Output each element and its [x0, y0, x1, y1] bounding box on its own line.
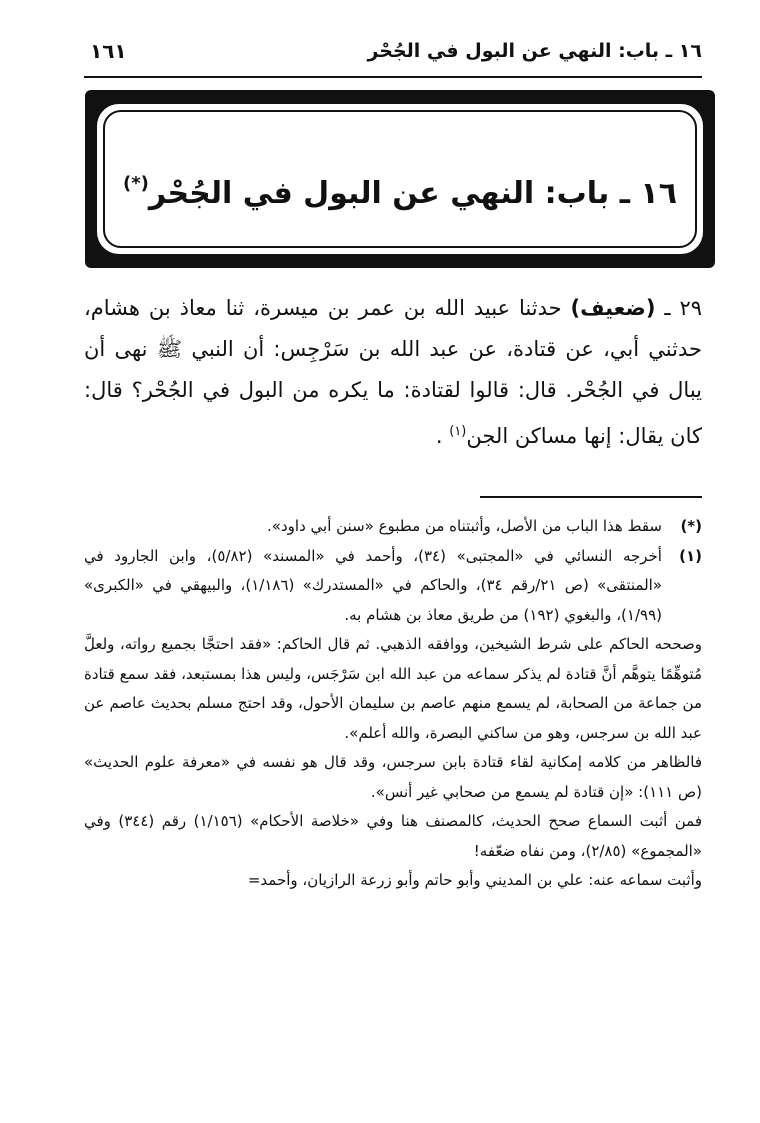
hadith-number: ٢٩ ـ: [664, 296, 702, 320]
footnote-paragraph: فالظاهر من كلامه إمكانية لقاء قتادة بابن سرجس، وقد قال هو نفسه في «معرفة علوم الحديث» (ص ١١١): «إن قتادة لم يسمع من صحابي غير أنس».: [84, 753, 702, 801]
footnotes: [84, 512, 702, 896]
footnote-paragraph: وصححه الحاكم على شرط الشيخين، ووافقه الذهبي. ثم قال الحاكم: «فقد احتجَّا بجميع رواته، ولعلَّ مُتوهِّمًا يتوهَّم أنَّ قتادة لم يذكر سماعه من عبد الله ابن سَرْجَس، وليس هذا بمستبعد، فقد سمع قتادة من جماعة من الصحابة، لم يسمع منهم عاصم بن سليمان الأحول، وقد احتج مسلم بحديث عاصم عن عبد الله بن سرجس، وهو من ساكني البصرة، والله أعلم».: [84, 635, 702, 742]
footnote-paragraph: وأثبت سماعه عنه: علي بن المديني وأبو حاتم وأبو زرعة الرازيان، وأحمد=: [247, 871, 702, 889]
hadith-body: حدثنا عبيد الله بن عمر بن ميسرة، ثنا معاذ بن هشام، حدثني أبي، عن قتادة، عن عبد الله بن سَرْجِس: أن النبي ﷺ نهى أن يبال في الجُحْر. قال: قالوا لقتادة: ما يكره من البول في الجُحْر؟ قال: كان يقال: إنها مساكن الجن: [84, 296, 702, 448]
chapter-title-text: ١٦ ـ باب: النهي عن البول في الجُحْر: [148, 176, 678, 211]
footnote: [84, 512, 702, 542]
chapter-title: [97, 162, 703, 216]
hadith-end: .: [435, 424, 443, 448]
footnote-marker: (١): [679, 546, 702, 565]
page-number: ١٦١: [90, 39, 127, 63]
hadith-text: [84, 288, 702, 457]
chapter-title-inner-frame: [97, 104, 703, 254]
hadith-grade: (ضعيف): [570, 296, 656, 320]
chapter-title-frame: [85, 90, 715, 268]
chapter-title-marker: (*): [122, 173, 149, 194]
footnote-paragraph: أخرجه النسائي في «المجتبى» (٣٤)، وأحمد في «المسند» (٥/٨٢)، وابن الجارود في «المنتقى» (ص ٢١/رقم ٣٤)، والحاكم في «المستدرك» (١/١٨٦)، والبيهقي في «الكبرى» (١/٩٩)، والبغوي (١٩٢) من طريق معاذ بن هشام به.: [84, 546, 663, 624]
footnote: [84, 542, 702, 631]
running-header: [84, 36, 702, 78]
footnote-paragraph: فمن أثبت السماع صحح الحديث، كالمصنف هنا وفي «خلاصة الأحكام» (١/١٥٦) رقم (٣٤٤) وفي «المجموع» (٢/٨٥)، ومن نفاه ضعّفه!: [84, 812, 703, 860]
footnote-paragraph: سقط هذا الباب من الأصل، وأثبتناه من مطبوع «سنن أبي داود».: [267, 517, 662, 535]
running-title: ١٦ ـ باب: النهي عن البول في الجُحْر: [367, 40, 702, 62]
hadith-footnote-ref: (١): [449, 424, 467, 439]
footnote-separator: [480, 496, 702, 498]
footnote-marker: (*): [680, 517, 702, 535]
